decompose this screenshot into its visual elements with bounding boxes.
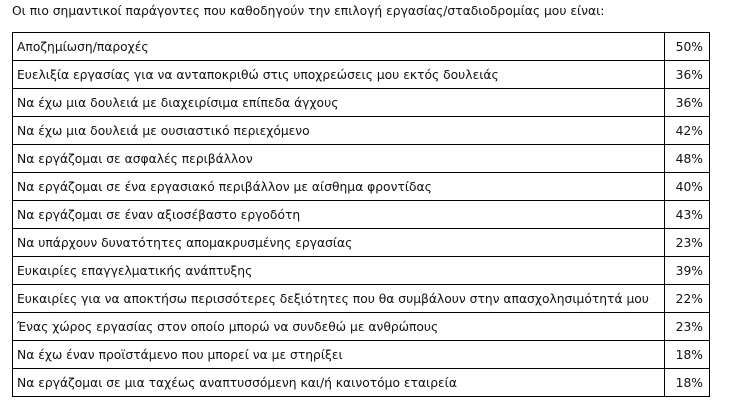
table-row <box>13 173 710 201</box>
factor-percentage: 36% <box>665 61 710 89</box>
table-row <box>13 313 710 341</box>
factor-label: Να εργάζομαι σε ασφαλές περιβάλλον <box>13 145 665 173</box>
table-row <box>13 89 710 117</box>
factor-percentage: 40% <box>665 173 710 201</box>
table-heading: Οι πιο σημαντικοί παράγοντες που καθοδηγούν την επιλογή εργασίας/σταδιοδρομίας μου είναι: <box>12 4 605 18</box>
factor-percentage: 23% <box>665 313 710 341</box>
factor-label: Αποζημίωση/παροχές <box>13 33 665 61</box>
factors-table <box>12 32 710 397</box>
factor-percentage: 50% <box>665 33 710 61</box>
table-row <box>13 229 710 257</box>
factor-label: Να έχω μια δουλειά με διαχειρίσιμα επίπεδα άγχους <box>13 89 665 117</box>
factor-label: Να εργάζομαι σε μια ταχέως αναπτυσσόμενη και/ή καινοτόμο εταιρεία <box>13 369 665 397</box>
factor-label: Ευκαιρίες επαγγελματικής ανάπτυξης <box>13 257 665 285</box>
table-row <box>13 201 710 229</box>
factor-percentage: 39% <box>665 257 710 285</box>
factor-label: Να έχω έναν προϊστάμενο που μπορεί να με στηρίξει <box>13 341 665 369</box>
table-row <box>13 257 710 285</box>
factor-label: Να υπάρχουν δυνατότητες απομακρυσμένης εργασίας <box>13 229 665 257</box>
factor-percentage: 42% <box>665 117 710 145</box>
table-row <box>13 145 710 173</box>
factor-percentage: 22% <box>665 285 710 313</box>
factor-percentage: 36% <box>665 89 710 117</box>
factor-label: Ευελιξία εργασίας για να ανταποκριθώ στις υποχρεώσεις μου εκτός δουλειάς <box>13 61 665 89</box>
factor-label: Να εργάζομαι σε έναν αξιοσέβαστο εργοδότη <box>13 201 665 229</box>
factor-percentage: 18% <box>665 341 710 369</box>
table-row <box>13 285 710 313</box>
table-row <box>13 61 710 89</box>
table-row <box>13 33 710 61</box>
factor-percentage: 43% <box>665 201 710 229</box>
factor-label: Να εργάζομαι σε ένα εργασιακό περιβάλλον με αίσθημα φροντίδας <box>13 173 665 201</box>
factor-percentage: 23% <box>665 229 710 257</box>
factor-label: Ευκαιρίες για να αποκτήσω περισσότερες δεξιότητες που θα συμβάλουν στην απασχολησιμότητά μου <box>13 285 665 313</box>
factor-percentage: 48% <box>665 145 710 173</box>
table-row <box>13 117 710 145</box>
factors-table-body <box>13 33 710 397</box>
factor-percentage: 18% <box>665 369 710 397</box>
table-row <box>13 369 710 397</box>
factor-label: Ένας χώρος εργασίας στον οποίο μπορώ να συνδεθώ με ανθρώπους <box>13 313 665 341</box>
table-row <box>13 341 710 369</box>
factor-label: Να έχω μια δουλειά με ουσιαστικό περιεχόμενο <box>13 117 665 145</box>
